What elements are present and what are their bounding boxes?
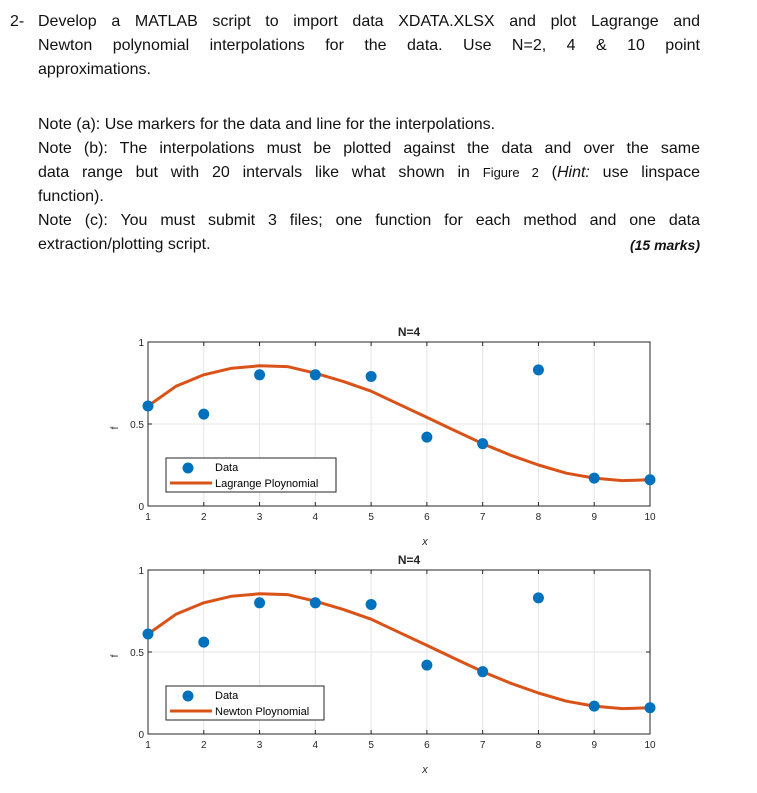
legend-marker-data [183,691,194,702]
x-tick-label: 5 [368,740,374,751]
data-point [143,628,154,639]
data-point [310,369,321,380]
note-a: Note (a): Use markers for the data and line for the interpolations. [38,116,496,133]
note-b-line-1: Note (b): The interpolations must be plotted against the data and over the same [38,140,700,157]
y-tick-label: 0.5 [130,648,144,659]
x-tick-label: 6 [424,512,430,523]
x-tick-label: 9 [591,512,598,523]
x-tick-label: 2 [200,512,207,523]
x-axis-label: x [422,536,428,548]
data-point [477,438,488,449]
data-point [533,592,544,603]
legend-label-line: Lagrange Ploynomial [215,478,319,490]
legend-label-data: Data [215,462,239,474]
x-tick-label: 7 [479,512,486,523]
data-point [533,364,544,375]
figure-reference: Figure 2 [482,165,539,180]
data-point [198,637,209,648]
y-axis-label: f [110,654,121,658]
x-tick-label: 8 [535,512,542,523]
x-tick-label: 2 [200,740,207,751]
note-c-line-1: Note (c): You must submit 3 files; one function for each method and one data [38,212,700,229]
data-point [421,432,432,443]
legend-marker-data [183,463,194,474]
question-line-2: Newton polynomial interpolations for the data. Use N=2, 4 & 10 point [38,37,700,54]
data-point [589,473,600,484]
question-line-3: approximations. [38,61,151,78]
data-point [366,371,377,382]
hint-label: Hint: [556,164,590,181]
x-tick-label: 8 [535,740,542,751]
note-b-line-2-text: data range but with 20 intervals like what shown in [38,164,470,181]
x-tick-label: 3 [256,512,263,523]
legend-label-line: Newton Ploynomial [215,706,310,718]
x-tick-label: 4 [312,740,319,751]
y-tick-label: 0 [138,502,144,513]
question-line-1: Develop a MATLAB script to import data XDATA.XLSX and plot Lagrange and [38,13,700,30]
x-tick-label: 1 [145,512,151,523]
y-tick-label: 0.5 [130,420,144,431]
x-tick-label: 5 [368,512,374,523]
x-tick-label: 10 [644,740,656,751]
data-point [477,666,488,677]
question-number: 2- [10,13,25,30]
legend-label-data: Data [215,690,239,702]
data-point [198,409,209,420]
data-point [143,400,154,411]
data-point [421,660,432,671]
data-point [366,599,377,610]
data-point [645,474,656,485]
y-tick-label: 1 [138,566,144,577]
x-tick-label: 10 [644,512,656,523]
chart-title: N=4 [397,325,421,339]
x-tick-label: 6 [424,740,430,751]
note-c-line-2-text: extraction/plotting script. [38,236,211,253]
y-tick-label: 0 [138,730,144,741]
data-point [254,369,265,380]
marks-label: (15 marks) [629,237,700,253]
note-b-paren: ( [551,164,557,181]
data-point [589,701,600,712]
data-point [645,702,656,713]
x-tick-label: 7 [479,740,486,751]
x-tick-label: 3 [256,740,263,751]
data-point [254,597,265,608]
x-tick-label: 4 [312,512,319,523]
note-b-line-3: function). [38,188,104,205]
data-point [310,597,321,608]
chart-title: N=4 [397,553,421,567]
y-tick-label: 1 [138,338,144,349]
note-b-line-2-end: use linspace [589,164,700,181]
x-tick-label: 9 [591,740,598,751]
x-tick-label: 1 [145,740,151,751]
y-axis-label: f [110,426,121,430]
x-axis-label: x [422,764,428,776]
chart-1 [110,325,656,548]
chart-2 [110,553,656,776]
